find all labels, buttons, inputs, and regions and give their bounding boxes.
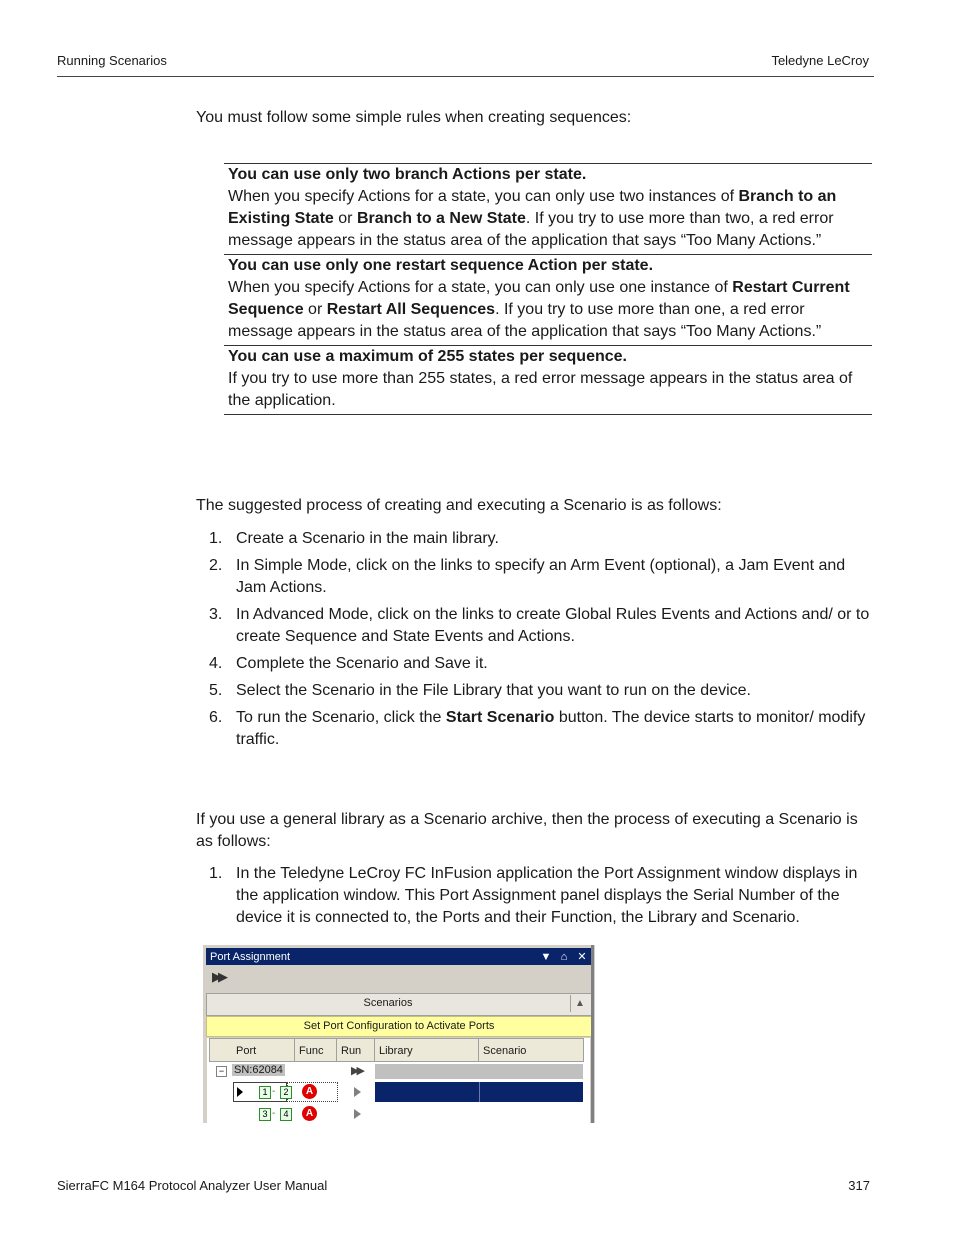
panel-splitter[interactable] <box>591 945 594 1123</box>
list-item: 2. In Simple Mode, click on the links to specify an Arm Event (optional), a Jam Event and Jam Actions. <box>209 557 846 596</box>
rule-title: You can use a maximum of 255 states per sequence. <box>228 348 627 365</box>
header-right: Teledyne LeCroy <box>771 53 869 68</box>
scenarios-bar[interactable] <box>206 993 592 1016</box>
port-separator: - <box>272 1086 276 1097</box>
port-number[interactable]: 4 <box>280 1108 292 1121</box>
play-icon[interactable] <box>354 1087 361 1097</box>
rule-title: You can use only two branch Actions per state. <box>228 166 587 183</box>
column-header-library[interactable]: Library <box>375 1038 479 1062</box>
column-header-port[interactable]: Port <box>209 1038 295 1062</box>
process-steps <box>204 528 872 756</box>
page-number: 317 <box>848 1178 870 1193</box>
list-item: 3. In Advanced Mode, click on the links to create Global Rules Events and Actions and/ or to create Sequence and State Events and Actions. <box>209 606 870 645</box>
header-left: Running Scenarios <box>57 53 167 68</box>
rule-title: You can use only one restart sequence Action per state. <box>228 257 654 274</box>
grid-header <box>209 1038 584 1062</box>
port-number[interactable]: 3 <box>259 1108 271 1121</box>
list-item: 6. To run the Scenario, click the Start Scenario button. The device starts to monitor/ modify traffic. <box>209 709 866 748</box>
footer-left: SierraFC M164 Protocol Analyzer User Manual <box>57 1178 328 1193</box>
close-icon[interactable]: ✕ <box>577 951 587 963</box>
list-item: 5. Select the Scenario in the File Library that you want to run on the device. <box>209 682 751 699</box>
port-separator: - <box>272 1108 276 1119</box>
rule-row <box>224 164 872 255</box>
rule-body: If you try to use more than 255 states, a red error message appears in the status area of the application. <box>228 370 853 409</box>
serial-number: SN:62084 <box>234 1064 283 1076</box>
port-number[interactable]: 2 <box>280 1086 292 1099</box>
archive-intro: If you use a general library as a Scenario archive, then the process of executing a Scenario is as follows: <box>196 811 858 850</box>
fast-forward-icon[interactable]: ▶▶ <box>212 969 224 984</box>
dropdown-arrow-icon[interactable]: ▼ <box>540 950 552 963</box>
panel-title: Port Assignment <box>210 950 291 963</box>
table-row[interactable] <box>209 1082 584 1102</box>
header-divider <box>57 76 874 77</box>
status-banner: Set Port Configuration to Activate Ports <box>206 1016 592 1037</box>
function-badge[interactable]: A <box>302 1106 317 1121</box>
fast-forward-icon[interactable]: ▶▶ <box>351 1065 362 1077</box>
rules-intro: You must follow some simple rules when creating sequences: <box>196 109 632 126</box>
list-item: 1. In the Teledyne LeCroy FC InFusion application the Port Assignment window displays in the application window. This Port Assignment panel displays the Serial Number of the device it is connected to, the Ports and their Function, the Library and Scenario. <box>209 865 858 926</box>
port-number[interactable]: 1 <box>259 1086 271 1099</box>
collapse-toggle-icon[interactable]: − <box>216 1066 227 1077</box>
scenarios-label: Scenarios <box>363 997 413 1009</box>
serial-row-fill <box>375 1064 583 1079</box>
column-header-func[interactable]: Func <box>295 1038 337 1062</box>
rule-body: When you specify Actions for a state, you can only use two instances of Branch to an Existing State or Branch to a New State. If you try to use more than two, a red error message appears in the status area of the application that says “Too Many Actions.” <box>228 188 837 249</box>
rule-row <box>224 255 872 346</box>
cell-divider <box>479 1082 480 1102</box>
list-item: 4. Complete the Scenario and Save it. <box>209 655 488 672</box>
table-row[interactable] <box>209 1104 584 1123</box>
rule-body: When you specify Actions for a state, you can only use one instance of Restart Current Sequence or Restart All Sequences. If you try to use more than one, a red error message appears in the status area of the application that says “Too Many Actions.” <box>228 279 850 340</box>
collapse-icon[interactable]: ▲ <box>570 995 589 1012</box>
serial-row[interactable] <box>209 1064 584 1080</box>
column-header-run[interactable]: Run <box>337 1038 375 1062</box>
list-item: 1. Create a Scenario in the main library. <box>209 530 499 547</box>
port-assignment-panel <box>203 945 595 1123</box>
function-badge[interactable]: A <box>302 1084 317 1099</box>
panel-titlebar <box>206 948 591 965</box>
rule-row <box>224 346 872 415</box>
play-icon[interactable] <box>354 1109 361 1119</box>
column-header-scenario[interactable]: Scenario <box>479 1038 584 1062</box>
port-grid <box>207 1038 590 1123</box>
pin-icon[interactable]: ⌂ <box>560 950 568 963</box>
rules-table <box>224 163 872 415</box>
archive-steps <box>204 863 872 934</box>
panel-toolbar <box>206 965 591 991</box>
process-intro: The suggested process of creating and executing a Scenario is as follows: <box>196 497 722 514</box>
